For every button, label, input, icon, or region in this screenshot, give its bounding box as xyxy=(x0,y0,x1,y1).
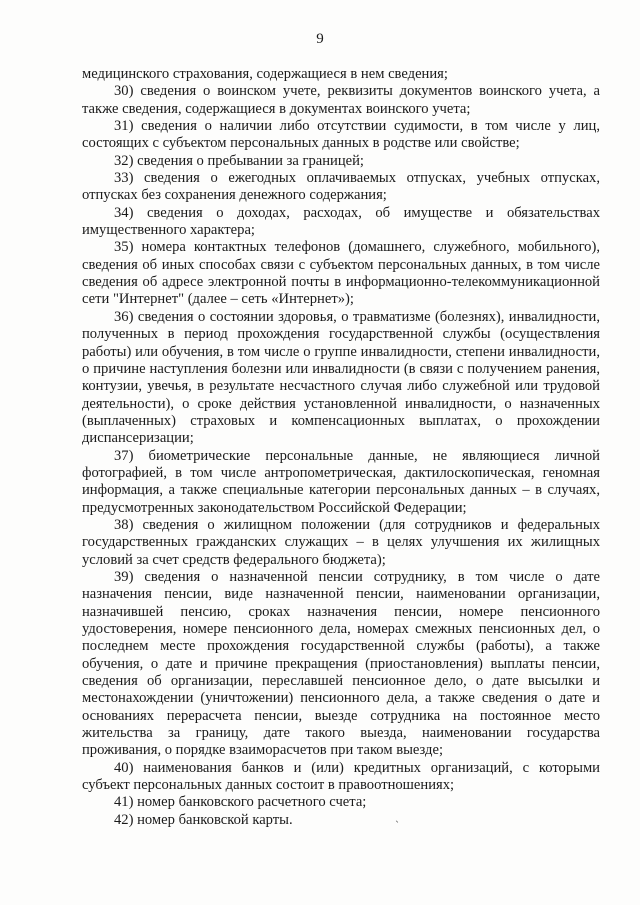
list-item-31: 31) сведения о наличии либо отсутствии судимости, в том числе у лиц, состоящих с субъектом персональных данных в родстве или свойстве; xyxy=(82,118,600,152)
list-item-39: 39) сведения о назначенной пенсии сотруднику, в том числе о дате назначения пенсии, виде назначенной пенсии, наименовании организации, назначившей пенсию, сроках назначения пенсии, номере пенсионного удостоверения, номере пенсионного дела, номерах смежных пенсионных дел, о последнем месте прохождения государственной службы (работы), а также обучения, о дате и причине прекращения (приостановления) выплаты пенсии, сведения об организации, переславшей пенсионное дело, о дате высылки и местонахождении (уничтожении) пенсионного дела, а также сведения о дате и основаниях перерасчета пенсии, выезде сотрудника на постоянное место жительства за границу, дате такого выезда, наименовании государства проживания, о порядке взаиморасчетов при таком выезде; xyxy=(82,568,600,759)
list-item-30: 30) сведения о воинском учете, реквизиты документов воинского учета, а также сведения, содержащиеся в документах воинского учета; xyxy=(82,83,600,117)
list-item-32: 32) сведения о пребывании за границей; xyxy=(114,152,364,169)
list-item-41: 41) номер банковского расчетного счета; xyxy=(114,794,367,811)
list-item-38: 38) сведения о жилищном положении (для сотрудников и федеральных государственных гражданских служащих – в целях улучшения их жилищных условий за счет средств федерального бюджета); xyxy=(82,516,600,568)
list-item-34: 34) сведения о доходах, расходах, об имуществе и обязательствах имущественного характера; xyxy=(82,204,600,239)
document-body xyxy=(82,66,600,829)
list-item-35: 35) номера контактных телефонов (домашнего, служебного, мобильного), сведения об иных способах связи с субъектом персональных данных, в том числе сведения об адресе электронной почты в информационно-телекоммуникационной сети "Интернет" (далее – сеть «Интернет»); xyxy=(82,239,600,308)
list-item-42: 42) номер банковской карты. xyxy=(114,811,293,828)
list-item-33: 33) сведения о ежегодных оплачиваемых отпусках, учебных отпусках, отпусках без сохранения денежного содержания; xyxy=(82,170,600,204)
scan-mark: ˎ xyxy=(395,812,400,823)
paragraph-continuation: медицинского страхования, содержащиеся в нем сведения; xyxy=(82,66,448,82)
page-number: 9 xyxy=(316,31,324,47)
list-item-37: 37) биометрические персональные данные, не являющиеся личной фотографией, в том числе антропометрическая, дактилоскопическая, геномная информация, а также специальные категории персональных данных – в случаях, предусмотренных законодательством Российской Федерации; xyxy=(82,447,600,516)
list-item-40: 40) наименования банков и (или) кредитных организаций, с которыми субъект персональных данных состоит в правоотношениях; xyxy=(82,759,600,794)
list-item-36: 36) сведения о состоянии здоровья, о травматизме (болезнях), инвалидности, полученных в период прохождения государственной службы (осуществления работы) или обучения, в том числе о группе инвалидности, степени инвалидности, о причине наступления болезни или инвалидности (в связи с получением ранения, контузии, увечья, в результате несчастного случая либо служебной или трудовой деятельности), о сроке действия установленной инвалидности, о назначенных (выплаченных) страховых и компенсационных выплатах, о прохождении диспансеризации; xyxy=(82,308,600,447)
